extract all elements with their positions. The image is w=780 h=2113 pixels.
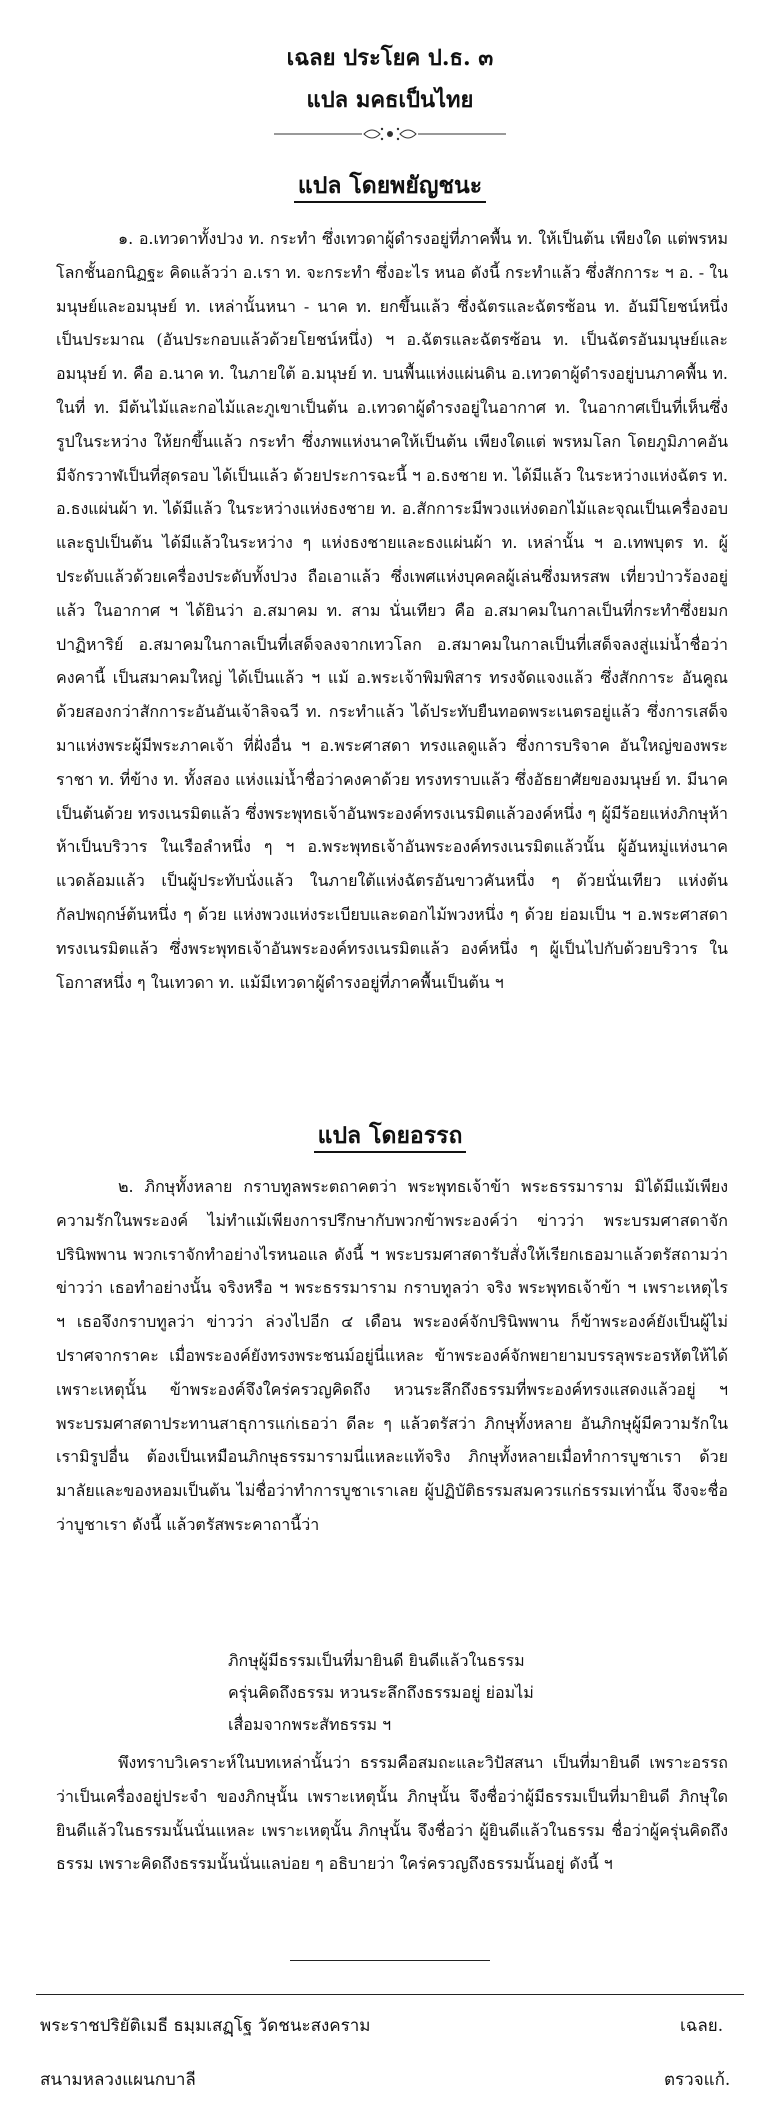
footer-office: สนามหลวงแผนกบาลี	[40, 2070, 196, 2090]
footer-answer-label: เฉลย.	[680, 2016, 724, 2036]
verse-line-1: ภิกษุผู้มีธรรมเป็นที่มายินดี ยินดีแล้วในธรรม	[228, 1651, 525, 1670]
verse-line-3: เสื่อมจากพระสัทธรรม ฯ	[228, 1715, 392, 1734]
page-title: เฉลย ประโยค ป.ธ. ๓	[286, 45, 494, 71]
section-heading-meaning	[0, 1118, 780, 1154]
page-subtitle: แปล มคธเป็นไทย	[306, 87, 474, 113]
footer-checked-label: ตรวจแก้.	[664, 2070, 731, 2090]
ornament-divider	[270, 124, 510, 144]
footer-rule	[36, 1994, 744, 1995]
end-divider	[290, 1960, 490, 1961]
footer-author: พระราชปริยัติเมธี ธมฺมเสฏฺโฐ วัดชนะสงคราม	[40, 2016, 371, 2036]
section-heading-literal-text: แปล โดยพยัญชนะ	[294, 172, 486, 203]
commentary-paragraph: พึงทราบวิเคราะห์ในบทเหล่านั้นว่า ธรรมคือสมถะและวิปัสสนา เป็นที่มายินดี เพราะอรรถว่าเป็นเครื่องอยู่ประจำ ของภิกษุนั้น เพราะเหตุนั้น ภิกษุนั้น จึงชื่อว่าผู้มีธรรมเป็นที่มายินดี ภิกษุใด ยินดีแล้วในธรรมนั้นนั่นแหละ เพราะเหตุนั้น ภิกษุนั้น จึงชื่อว่า ผู้ยินดีแล้วในธรรม ชื่อว่าผู้ครุ่นคิดถึงธรรม เพราะคิดถึงธรรมนั้นนั่นแลบ่อย ๆ อธิบายว่า ใคร่ครวญถึงธรรมนั้นอยู่ ดังนี้ ฯ	[56, 1753, 728, 1874]
meaning-translation-paragraph: ๒. ภิกษุทั้งหลาย กราบทูลพระตถาคตว่า พระพุทธเจ้าข้า พระธรรมาราม มิได้มีแม้เพียงความรักในพระองค์ ไม่ทำแม้เพียงการปรึกษากับพวกข้าพระองค์ว่า ข่าวว่า พระบรมศาสดาจักปรินิพพาน พวกเราจักทำอย่างไรหนอแล ดังนี้ ฯ พระบรมศาสดารับสั่งให้เรียกเธอมาแล้วตรัสถามว่า ข่าวว่า เธอทำอย่างนั้น จริงหรือ ฯ พระธรรมาราม กราบทูลว่า จริง พระพุทธเจ้าข้า ฯ เพราะเหตุไร ฯ เธอจึงกราบทูลว่า ข่าวว่า ล่วงไปอีก ๔ เดือน พระองค์จักปรินิพพาน ก็ข้าพระองค์ยังเป็นผู้ไม่ปราศจากราคะ เมื่อพระองค์ยังทรงพระชนม์อยู่นี่แหละ ข้าพระองค์จักพยายามบรรลุพระอรหัตให้ได้ เพราะเหตุนั้น ข้าพระองค์จึงใคร่ครวญคิดถึง หวนระลึกถึงธรรมที่พระองค์ทรงแสดงแล้วอยู่ ฯ พระบรมศาสดาประทานสาธุการแก่เธอว่า ดีละ ๆ แล้วตรัสว่า ภิกษุทั้งหลาย อันภิกษุผู้มีความรักในเรามิรูปอื่น ต้องเป็นเหมือนภิกษุธรรมารามนี่แหละแท้จริง ภิกษุทั้งหลายเมื่อทำการบูชาเรา ด้วยมาลัยและของหอมเป็นต้น ไม่ชื่อว่าทำการบูชาเราเลย ผู้ปฏิบัติธรรมสมควรแก่ธรรมเท่านั้น จึงจะชื่อว่าบูชาเรา ดังนี้ แล้วตรัสพระคาถานี้ว่า	[56, 1177, 728, 1534]
section-heading-meaning-text: แปล โดยอรรถ	[314, 1122, 467, 1153]
section-heading-literal	[0, 168, 780, 204]
literal-translation-paragraph: ๑. อ.เทวดาทั้งปวง ท. กระทำ ซึ่งเทวดาผู้ดำรงอยู่ที่ภาคพื้น ท. ให้เป็นต้น เพียงใด แต่พรหมโลกชั้นอกนิฏฐะ คิดแล้วว่า อ.เรา ท. จะกระทำ ซึ่งอะไร หนอ ดังนี้ กระทำแล้ว ซึ่งสักการะ ฯ อ. - ในมนุษย์และอมนุษย์ ท. เหล่านั้นหนา - นาค ท. ยกขึ้นแล้ว ซึ่งฉัตรและฉัตรซ้อน ท. อันมีโยชน์หนึ่งเป็นประมาณ (อันประกอบแล้วด้วยโยชน์หนึ่ง) ฯ อ.ฉัตรและฉัตรซ้อน ท. เป็นฉัตรอันมนุษย์และอมนุษย์ ท. คือ อ.นาค ท. ในภายใต้ อ.มนุษย์ ท. บนพื้นแห่งแผ่นดิน อ.เทวดาผู้ดำรงอยู่บนภาคพื้น ท. ในที่ ท. มีต้นไม้และกอไม้และภูเขาเป็นต้น อ.เทวดาผู้ดำรงอยู่ในอากาศ ท. ในอากาศเป็นที่เห็นซึ่งรูปในระหว่าง ให้ยกขึ้นแล้ว กระทำ ซึ่งภพแห่งนาคให้เป็นต้น เพียงใดแต่ พรหมโลก โดยภูมิภาคอันมีจักรวาฬเป็นที่สุดรอบ ได้เป็นแล้ว ด้วยประการฉะนี้ ฯ อ.ธงชาย ท. ได้มีแล้ว ในระหว่างแห่งฉัตร ท. อ.ธงแผ่นผ้า ท. ได้มีแล้ว ในระหว่างแห่งธงชาย ท. อ.สักการะมีพวงแห่งดอกไม้และจุณเป็นเครื่องอบและธูปเป็นต้น ได้มีแล้วในระหว่าง ๆ แห่งธงชายและธงแผ่นผ้า ท. เหล่านั้น ฯ อ.เทพบุตร ท. ผู้ประดับแล้วด้วยเครื่องประดับทั้งปวง ถือเอาแล้ว ซึ่งเพศแห่งบุคคลผู้เล่นซึ่งมหรสพ เที่ยวป่าวร้องอยู่แล้ว ในอากาศ ฯ ได้ยินว่า อ.สมาคม ท. สาม นั่นเทียว คือ อ.สมาคมในกาลเป็นที่กระทำซึ่งยมกปาฏิหาริย์ อ.สมาคมในกาลเป็นที่เสด็จลงจากเทวโลก อ.สมาคมในกาลเป็นที่เสด็จลงสู่แม่น้ำชื่อว่าคงคานี้ เป็นสมาคมใหญ่ ได้เป็นแล้ว ฯ แม้ อ.พระเจ้าพิมพิสาร ทรงจัดแจงแล้ว ซึ่งสักการะ อันคูณด้วยสองกว่าสักการะอันอันเจ้าลิจฉวี ท. กระทำแล้ว ได้ประทับยืนทอดพระเนตรอยู่แล้ว ซึ่งการเสด็จมาแห่งพระผู้มีพระภาคเจ้า ที่ฝั่งอื่น ฯ อ.พระศาสดา ทรงแลดูแล้ว ซึ่งการบริจาค อันใหญ่ของพระราชา ท. ที่ข้าง ท. ทั้งสอง แห่งแม่น้ำชื่อว่าคงคาด้วย ทรงทราบแล้ว ซึ่งอัธยาศัยของมนุษย์ ท. มีนาคเป็นต้นด้วย ทรงเนรมิตแล้ว ซึ่งพระพุทธเจ้าอันพระองค์ทรงเนรมิตแล้วองค์หนึ่ง ๆ ผู้มีร้อยแห่งภิกษุห้าห้าเป็นบริวาร ในเรือลำหนึ่ง ๆ ฯ อ.พระพุทธเจ้าอันพระองค์ทรงเนรมิตแล้วนั้น ผู้อันหมู่แห่งนาคแวดล้อมแล้ว เป็นผู้ประทับนั่งแล้ว ในภายใต้แห่งฉัตรอันขาวคันหนึ่ง ๆ ด้วยนั่นเทียว แห่งต้นกัลปพฤกษ์ต้นหนึ่ง ๆ ด้วย แห่งพวงแห่งระเบียบและดอกไม้พวงหนึ่ง ๆ ด้วย ย่อมเป็น ฯ อ.พระศาสดา ทรงเนรมิตแล้ว ซึ่งพระพุทธเจ้าอันพระองค์ทรงเนรมิตแล้ว องค์หนึ่ง ๆ ผู้เป็นไปกับด้วยบริวาร ในโอกาสหนึ่ง ๆ ในเทวดา ท. แม้มีเทวดาผู้ดำรงอยู่ที่ภาคพื้นเป็นต้น ฯ	[56, 229, 728, 992]
verse-line-2: ครุ่นคิดถึงธรรม หวนระลึกถึงธรรมอยู่ ย่อมไม่	[228, 1683, 534, 1702]
